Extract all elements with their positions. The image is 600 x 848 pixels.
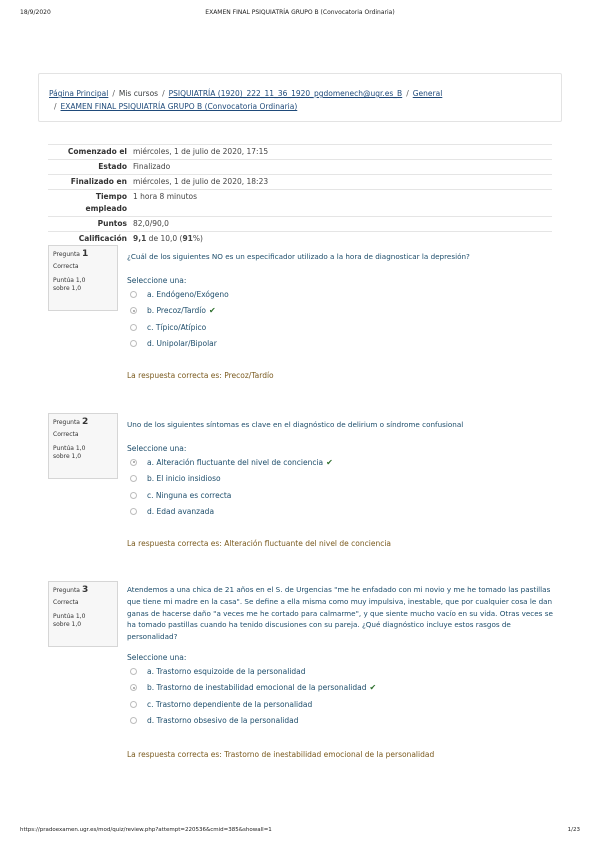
question-grade: Puntúa 1,0 sobre 1,0 [53, 445, 86, 460]
answer-option-c[interactable]: c. Típico/Atípico [127, 320, 558, 337]
print-footer [20, 827, 580, 837]
question-state: Correcta [53, 599, 79, 606]
check-icon: ✔ [369, 683, 377, 693]
breadcrumb-separator: / [54, 102, 57, 111]
breadcrumb-row-1 [49, 87, 551, 100]
summary-row-grade [48, 232, 552, 247]
check-icon: ✔ [326, 457, 333, 467]
print-document-title: EXAMEN FINAL PSIQUIATRÍA GRUPO B (Convocatoria Ordinaria) [205, 9, 395, 16]
summary-label: Finalizado en [48, 175, 129, 190]
radio-checked-icon[interactable] [130, 684, 137, 691]
breadcrumb-course-link[interactable]: PSIQUIATRÍA (1920)_222_11_36_1920_pgdomenech@ugr.es_B [168, 89, 403, 98]
question-grade: Puntúa 1,0 sobre 1,0 [53, 277, 86, 292]
answer-prompt: Seleccione una: [127, 275, 187, 285]
radio-checked-icon[interactable] [130, 307, 137, 314]
question-state: Correcta [53, 431, 79, 438]
question-text: Atendemos a una chica de 21 años en el S. de Urgencias "me he enfadado con mi novio y me he tomado las pastillas que tiene mi madre en la casa". Se define a ella misma como muy impulsiva, inestable, que por cualquier cosa le dan ganas de hacerse daño "a veces me he cortado para calmarme", y que siente mucho vacío en su vida. Otras veces se ha tomado pastillas cuando ha tenido discusiones con su pareja. ¿Qué diagnóstico incluye estos rasgos de personalidad? [127, 585, 553, 642]
breadcrumb-separator: / [112, 89, 115, 98]
breadcrumb-row-2 [49, 100, 551, 113]
radio-icon[interactable] [130, 701, 137, 708]
question-grade: Puntúa 1,0 sobre 1,0 [53, 613, 86, 628]
summary-label: Calificación [48, 232, 129, 247]
summary-value: Finalizado [129, 160, 552, 175]
question-number: Pregunta 1 [53, 249, 89, 259]
correct-answer-feedback: La respuesta correcta es: Trastorno de inestabilidad emocional de la personalidad [127, 749, 435, 759]
summary-label: Puntos [48, 217, 129, 232]
radio-icon[interactable] [130, 668, 137, 675]
question-state: Correcta [53, 263, 79, 270]
radio-icon[interactable] [130, 340, 137, 347]
summary-label: Comenzado el [48, 145, 129, 160]
summary-value: 9,1 de 10,0 (91%) [129, 232, 552, 247]
answer-option-c[interactable]: c. Ninguna es correcta [127, 488, 558, 505]
question-body [127, 251, 558, 380]
answer-options [127, 455, 558, 521]
question-text: ¿Cuál de los siguientes NO es un especificador utilizado a la hora de diagnosticar la depresión? [127, 252, 470, 261]
summary-value: miércoles, 1 de julio de 2020, 17:15 [129, 145, 552, 160]
summary-row-started [48, 145, 552, 160]
answer-option-c[interactable]: c. Trastorno dependiente de la personalidad [127, 697, 558, 714]
answer-prompt: Seleccione una: [127, 443, 187, 453]
question-info-box [48, 581, 118, 647]
radio-icon[interactable] [130, 324, 137, 331]
breadcrumb-separator: / [162, 89, 165, 98]
summary-value: 82,0/90,0 [129, 217, 552, 232]
answer-option-a[interactable]: a. Alteración fluctuante del nivel de conciencia ✔ [127, 455, 558, 472]
answer-option-b[interactable]: b. Trastorno de inestabilidad emocional de la personalidad ✔ [127, 680, 558, 697]
summary-row-state [48, 160, 552, 175]
breadcrumb [38, 73, 562, 122]
answer-option-a[interactable]: a. Endógeno/Exógeno [127, 287, 558, 304]
print-date: 18/9/2020 [20, 9, 51, 16]
question-number: Pregunta 2 [53, 417, 89, 427]
answer-option-b[interactable]: b. El inicio insidioso [127, 471, 558, 488]
summary-label: Tiempo empleado [48, 190, 129, 217]
breadcrumb-quiz-link[interactable]: EXAMEN FINAL PSIQUIATRÍA GRUPO B (Convocatoria Ordinaria) [60, 102, 298, 111]
attempt-summary-table [48, 144, 552, 246]
question-body [127, 584, 558, 759]
radio-icon[interactable] [130, 717, 137, 724]
answer-option-a[interactable]: a. Trastorno esquizoide de la personalidad [127, 664, 558, 681]
answer-options [127, 664, 558, 730]
print-header [20, 9, 580, 19]
question-info-box [48, 413, 118, 479]
question-body [127, 419, 558, 548]
summary-value: 1 hora 8 minutos [129, 190, 552, 217]
answer-option-b[interactable]: b. Precoz/Tardío ✔ [127, 303, 558, 320]
answer-option-d[interactable]: d. Trastorno obsesivo de la personalidad [127, 713, 558, 730]
radio-icon[interactable] [130, 492, 137, 499]
answer-options [127, 287, 558, 353]
breadcrumb-home-link[interactable]: Página Principal [49, 89, 109, 98]
breadcrumb-my-courses[interactable]: Mis cursos [118, 89, 159, 98]
question-number: Pregunta 3 [53, 585, 89, 595]
summary-row-time [48, 190, 552, 217]
answer-option-d[interactable]: d. Unipolar/Bipolar [127, 336, 558, 353]
check-icon: ✔ [208, 306, 216, 316]
summary-row-finished [48, 175, 552, 190]
print-url: https://pradoexamen.ugr.es/mod/quiz/review.php?attempt=220536&cmid=385&showall=1 [20, 827, 272, 833]
correct-answer-feedback: La respuesta correcta es: Alteración fluctuante del nivel de conciencia [127, 538, 391, 548]
radio-icon[interactable] [130, 475, 137, 482]
radio-icon[interactable] [130, 508, 137, 515]
radio-checked-icon[interactable] [130, 459, 137, 466]
correct-answer-feedback: La respuesta correcta es: Precoz/Tardío [127, 370, 274, 380]
summary-row-points [48, 217, 552, 232]
answer-option-d[interactable]: d. Edad avanzada [127, 504, 558, 521]
question-info-box [48, 245, 118, 311]
question-text: Uno de los siguientes síntomas es clave en el diagnóstico de delirium o síndrome confusional [127, 420, 464, 429]
breadcrumb-section-link[interactable]: General [412, 89, 443, 98]
summary-value: miércoles, 1 de julio de 2020, 18:23 [129, 175, 552, 190]
radio-icon[interactable] [130, 291, 137, 298]
summary-label: Estado [48, 160, 129, 175]
answer-prompt: Seleccione una: [127, 652, 187, 662]
breadcrumb-separator: / [406, 89, 409, 98]
print-page-number: 1/23 [567, 827, 580, 833]
